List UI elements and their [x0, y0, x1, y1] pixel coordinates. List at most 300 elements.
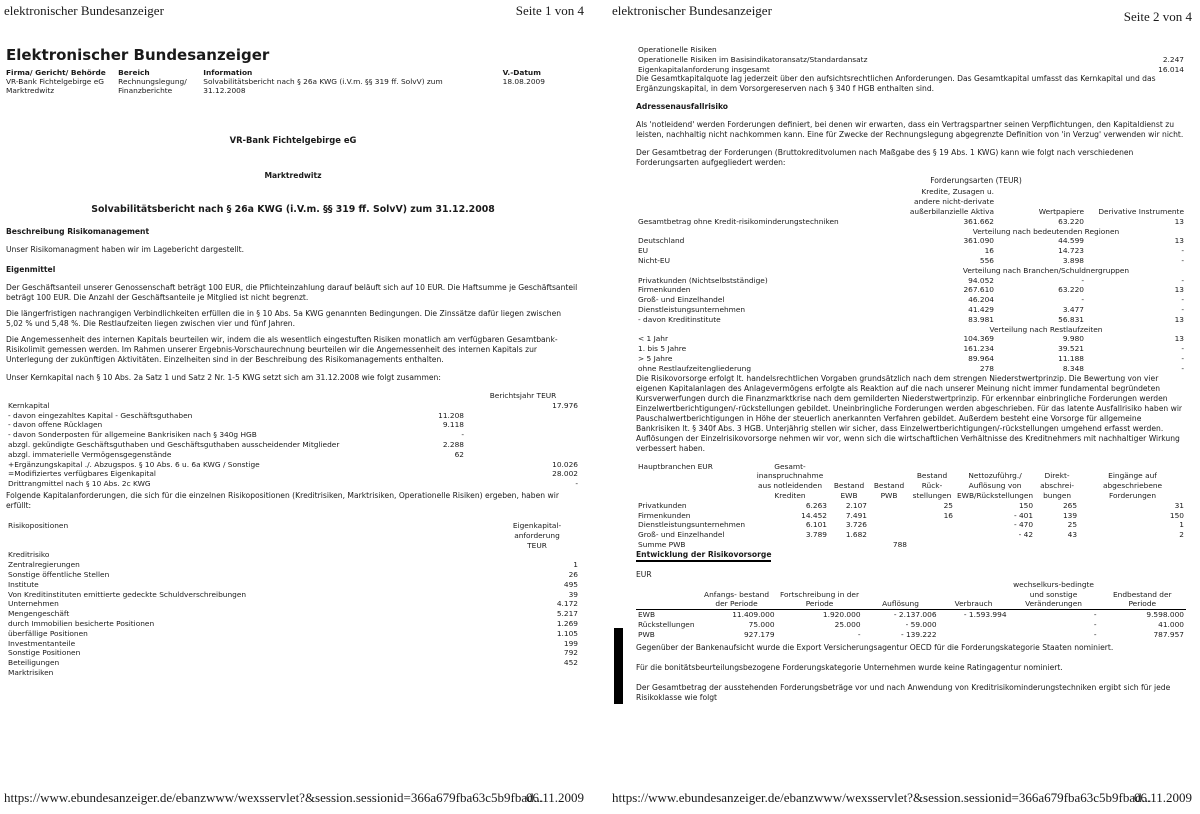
value-cell: 9.980	[1062, 334, 1084, 344]
row-label: - davon Sonderposten für allgemeine Bankrisiken nach § 340g HGB	[8, 430, 257, 440]
row-label: Investmentanteile	[8, 638, 76, 648]
table-row	[636, 285, 1186, 295]
value-cell: 452	[563, 658, 578, 668]
table-row	[6, 619, 580, 629]
value-cell: - 139.222	[900, 629, 937, 639]
value-cell: 6.101	[805, 520, 827, 530]
column-header: Risikopositionen	[8, 520, 69, 530]
column-header: Wertpapiere	[1038, 206, 1084, 216]
value-cell: - 2.137.006	[863, 610, 939, 620]
page-number: Seite 1 von 4	[515, 3, 584, 18]
value-cell: -	[575, 479, 578, 489]
table-row	[6, 629, 580, 639]
value-cell: 792	[563, 648, 578, 658]
column-header: Fortschreibung in der Periode	[780, 589, 860, 609]
paragraph: Für die bonitätsbeurteilungsbezogene Forderungskategorie Unternehmen wurde keine Ratingagentur nominiert.	[636, 663, 1063, 673]
table-row	[636, 354, 1186, 364]
table-row	[6, 560, 580, 570]
row-label: Rückstellungen	[638, 619, 695, 629]
value-cell	[466, 440, 580, 450]
table-header-row	[6, 521, 580, 541]
value-cell	[466, 430, 580, 440]
value-cell: -	[461, 430, 464, 440]
column-header: Auflösung	[882, 599, 919, 609]
table-row	[636, 55, 1186, 65]
value-cell: 3.726	[845, 520, 867, 530]
header-left: elektronischer Bundesanzeiger	[4, 3, 164, 18]
value-cell: -	[1009, 610, 1099, 620]
company-name: VR-Bank Fichtelgebirge eG	[229, 135, 357, 145]
value-cell: 14.452	[801, 510, 827, 520]
row-label: Dienstleistungsunternehmen	[638, 304, 746, 314]
row-label: Privatkunden	[638, 500, 687, 510]
section-heading: Eigenmittel	[6, 265, 56, 274]
row-label: Operationelle Risiken	[638, 45, 717, 54]
paragraph: Folgende Kapitalanforderungen, die sich für die einzelnen Risikopositionen (Kreditrisiken, Marktrisiken, Operationelle Risiken) ergeben, haben wir erfüllt:	[6, 490, 559, 510]
value-cell: 1.920.000	[777, 610, 863, 620]
table-row	[6, 658, 580, 668]
value-cell: 2	[1179, 530, 1184, 540]
table-row	[6, 460, 580, 470]
meta-value: Rechnungslegung/ Finanzberichte	[118, 77, 187, 95]
value-cell	[869, 511, 909, 521]
table-row	[636, 630, 1186, 640]
table-row	[636, 246, 1186, 256]
paragraph: Gegenüber der Bankenaufsicht wurde die Export Versicherungsagentur OECD für die Forderungskategorie Staaten nominiert.	[636, 643, 1114, 653]
value-cell	[466, 420, 580, 430]
table-row	[6, 639, 580, 649]
value-cell: -	[1181, 275, 1184, 285]
value-cell: 5.217	[556, 609, 578, 619]
value-cell: 1.682	[845, 530, 867, 540]
table-row	[6, 648, 580, 658]
table-row	[6, 430, 580, 440]
table-row	[6, 479, 580, 489]
value-cell	[751, 540, 829, 550]
value-cell: 46.204	[968, 295, 994, 305]
value-cell: 2.288	[442, 439, 464, 449]
page-number: Seite 2 von 4	[1123, 9, 1192, 24]
value-cell: 17.976	[552, 400, 578, 410]
table-row	[6, 450, 580, 460]
value-cell: -	[1093, 619, 1097, 629]
value-cell	[909, 530, 955, 540]
meta-value: Solvabilitätsbericht nach § 26a KWG (i.V.m. §§ 319 ff. SolvV) zum 31.12.2008	[203, 77, 443, 95]
value-cell: 11.409.000	[697, 610, 777, 620]
risikopositionen-table	[6, 521, 580, 678]
table-row	[636, 530, 1186, 540]
value-cell: 6.263	[805, 500, 827, 510]
table-header-row	[636, 580, 1186, 610]
paragraph: Die Angemessenheit des internen Kapitals beurteilen wir, indem die als wesentlich eingestuften Risiken monatlich am verfügbaren Gesamtbank-Risikolimit gemessen werden. Im Rahmen unserer Ergebnis-Vorschaurechnung beurteilen wir die Angemessenheit des internen Kapitals zur Unterlegung der zukünftigen Aktivitäten. Einzelheiten sind in der Beschreibung des Risikomanagements enthalten.	[6, 335, 558, 364]
table-row	[636, 520, 1186, 530]
redaction-bar	[614, 628, 623, 704]
meta-value: 18.08.2009	[502, 77, 545, 86]
row-label: Eigenkapitalanforderung insgesamt	[638, 64, 770, 74]
table-header-row	[636, 187, 1186, 216]
row-label: - davon Kreditinstitute	[638, 314, 721, 324]
row-label: Summe PWB	[638, 539, 686, 549]
meta-block	[6, 68, 580, 95]
value-cell	[466, 411, 580, 421]
value-cell: 41.429	[968, 304, 994, 314]
value-cell: 788	[892, 539, 907, 549]
value-cell	[869, 501, 909, 511]
value-cell: 1	[573, 560, 578, 570]
table-row	[6, 580, 580, 590]
report-title: Solvabilitätsbericht nach § 26a KWG (i.V.m. §§ 319 ff. SolvV) zum 31.12.2008	[91, 204, 495, 215]
value-cell: 43	[1067, 530, 1078, 540]
page-header	[4, 3, 584, 23]
row-label: Sonstige öffentliche Stellen	[8, 569, 110, 579]
paragraph: Die längerfristigen nachrangigen Verbindlichkeiten erfüllen die in § 10 Abs. 5a KWG genannten Bedingungen. Die Zinssätze dafür liegen zwischen 5,02 % und 5,48 %. Die Restlaufzeiten liegen zwischen vier und fünf Jahren.	[6, 309, 562, 328]
section-heading	[636, 550, 1186, 562]
value-cell: 2.107	[845, 500, 867, 510]
document-title: Elektronischer Bundesanzeiger	[6, 46, 270, 64]
table-header-row	[6, 391, 580, 401]
paragraph: Unser Kernkapital nach § 10 Abs. 2a Satz 1 und Satz 2 Nr. 1-5 KWG setzt sich am 31.12.2008 wie folgt zusammen:	[6, 373, 441, 382]
forderungsarten-table	[636, 187, 1186, 373]
page-2-content	[636, 45, 1186, 703]
value-cell: 161.234	[963, 344, 994, 354]
value-cell: - 470	[1013, 520, 1034, 530]
table-row	[636, 236, 1186, 246]
value-cell: 25	[943, 500, 953, 510]
row-label: Unternehmen	[8, 599, 59, 609]
row-label: Gesamtbetrag ohne Kredit-risikominderungstechniken	[638, 216, 839, 226]
table-row	[6, 469, 580, 479]
paragraph: Der Gesamtbetrag der Forderungen (Bruttokreditvolumen nach Maßgabe des § 19 Abs. 1 KWG) kann wie folgt nach verschiedenen Forderungsarten aufgegliedert werden:	[636, 148, 1134, 168]
value-cell: -	[1181, 344, 1184, 354]
table-row	[636, 45, 1186, 55]
row-label: Privatkunden (Nichtselbstständige)	[638, 275, 768, 285]
value-cell: 16.014	[1158, 64, 1184, 74]
spacer-cell	[636, 227, 906, 237]
paragraph: Als 'notleidend' werden Forderungen definiert, bei denen wir erwarten, dass ein Vertragspartner seinen Verpflichtungen, den Kapitaldienst zu leisten, nachhaltig nicht nachkommen kann. Eine für Zwecke der Rechnungslegung abgegrenzte Definition von 'in Verzug' verwenden wir nicht.	[636, 120, 1184, 140]
row-label: überfällige Positionen	[8, 628, 88, 638]
row-label: 1. bis 5 Jahre	[638, 344, 687, 354]
value-cell: 26	[568, 569, 578, 579]
value-cell	[406, 479, 466, 489]
column-header: Gesamt-inanspruchnahme aus notleidenden Krediten	[756, 461, 824, 500]
row-label: Beteiligungen	[8, 658, 60, 668]
row-label: Firmenkunden	[638, 510, 691, 520]
value-cell	[829, 540, 869, 550]
page-gutter	[592, 0, 608, 814]
table-row	[636, 620, 1186, 630]
table-row	[636, 364, 1186, 374]
value-cell: 94.052	[968, 275, 994, 285]
table-row	[6, 599, 580, 609]
row-label: Operationelle Risiken im Basisindikatoransatz/Standardansatz	[638, 54, 868, 64]
table-row	[636, 256, 1186, 266]
row-label: Groß- und Einzelhandel	[638, 530, 725, 540]
column-header: Hauptbranchen EUR	[638, 461, 713, 471]
meta-label: Information	[203, 68, 253, 77]
value-cell: -	[1081, 295, 1084, 305]
table-header-row	[636, 462, 1186, 501]
row-label: Institute	[8, 579, 39, 589]
value-cell: 1.105	[556, 628, 578, 638]
row-label: abzgl. immaterielle Vermögensgegenstände	[8, 449, 172, 459]
row-label: +Ergänzungskapital ./. Abzugspos. § 10 Abs. 6 u. 6a KWG / Sonstige	[8, 459, 260, 469]
column-header: Nettozuführg./ Auflösung von EWB/Rückstellungen	[957, 471, 1034, 500]
value-cell	[909, 540, 955, 550]
document-page-2	[608, 0, 1200, 814]
value-cell	[909, 520, 955, 530]
value-cell	[869, 530, 909, 540]
meta-datum	[455, 68, 580, 95]
group-title: Verteilung nach Restlaufzeiten	[989, 324, 1103, 334]
row-label: Groß- und Einzelhandel	[638, 295, 725, 305]
row-label: Firmenkunden	[638, 285, 691, 295]
row-label: durch Immobilien besicherte Positionen	[8, 618, 155, 628]
group-title: Verteilung nach bedeutenden Regionen	[972, 226, 1120, 236]
table-row	[636, 540, 1186, 550]
table-row	[636, 511, 1186, 521]
value-cell: 89.964	[968, 353, 994, 363]
value-cell: 927.179	[743, 629, 775, 639]
value-cell: 8.348	[1062, 363, 1084, 373]
row-label: Zentralregierungen	[8, 560, 80, 570]
group-header-row	[636, 325, 1186, 335]
value-cell: -	[1081, 275, 1084, 285]
value-cell: 16	[943, 510, 953, 520]
row-label: < 1 Jahr	[638, 334, 669, 344]
value-cell: 361.090	[963, 236, 994, 246]
group-title: Verteilung nach Branchen/Schuldnergruppen	[962, 265, 1130, 275]
value-cell: 31	[1174, 500, 1184, 510]
value-cell: 41.000	[1158, 619, 1184, 629]
value-cell	[406, 460, 466, 470]
page-footer	[612, 790, 1192, 808]
value-cell	[406, 401, 466, 411]
row-label: Von Kreditinstituten emittierte gedeckte Schuldverschreibungen	[8, 589, 247, 599]
value-cell: 56.831	[1058, 314, 1084, 324]
value-cell	[1035, 540, 1079, 550]
value-cell: - 59.000	[905, 619, 937, 629]
row-label: Sonstige Positionen	[8, 648, 81, 658]
company-city: Marktredwitz	[264, 171, 322, 180]
row-label: EU	[638, 246, 649, 256]
column-header: Endbestand der Periode	[1112, 589, 1172, 609]
page-1-content	[6, 46, 580, 678]
table-row	[636, 65, 1186, 75]
row-label: Marktrisiken	[8, 667, 54, 677]
value-cell: 267.610	[963, 285, 994, 295]
value-cell: 3.898	[1062, 255, 1084, 265]
table-row	[636, 305, 1186, 315]
value-cell: 13	[1174, 236, 1184, 246]
value-cell	[869, 520, 909, 530]
column-header: Derivative Instrumente	[1098, 206, 1184, 216]
table-row	[6, 668, 580, 678]
value-cell	[955, 540, 1035, 550]
operational-risk-table	[636, 45, 1186, 74]
table-row	[6, 401, 580, 411]
value-cell: 83.981	[968, 314, 994, 324]
meta-information	[203, 68, 454, 95]
value-cell: 9.598.000	[1099, 610, 1186, 620]
meta-firma	[6, 68, 118, 95]
value-cell: -	[1181, 353, 1184, 363]
column-header: Eingänge auf abgeschriebene Forderungen	[1102, 471, 1163, 500]
table-row	[6, 440, 580, 450]
value-cell	[466, 450, 580, 460]
value-cell: -	[857, 629, 861, 639]
row-label: abzgl. gekündigte Geschäftsguthaben und Geschäftsguthaben ausscheidender Mitglieder	[8, 439, 340, 449]
group-header-row	[636, 266, 1186, 276]
value-cell: 39	[568, 589, 578, 599]
value-cell: 13	[1174, 285, 1184, 295]
hauptbranchen-table	[636, 462, 1186, 550]
table-row	[6, 420, 580, 430]
value-cell: -	[1093, 629, 1097, 639]
table-row	[6, 411, 580, 421]
table-row	[6, 590, 580, 600]
unit-label: TEUR	[527, 540, 547, 550]
value-cell: -	[1181, 246, 1184, 256]
table-row	[636, 501, 1186, 511]
value-cell	[939, 630, 1009, 640]
column-header: Kredite, Zusagen u. andere nicht-derivate außerbilanzielle Aktiva	[909, 187, 994, 216]
column-header: Anfangs- bestand der Periode	[697, 580, 777, 610]
row-label: Kernkapital	[8, 400, 50, 410]
row-label: Drittrangmittel nach § 10 Abs. 2c KWG	[8, 479, 151, 489]
value-cell: 361.662	[963, 216, 994, 226]
section-heading-text: Entwicklung der Risikovorsorge	[636, 550, 771, 562]
value-cell: 13	[1174, 216, 1184, 226]
meta-label: V.-Datum	[502, 68, 541, 77]
table-row	[636, 295, 1186, 305]
value-cell: 139	[1062, 510, 1078, 520]
value-cell	[494, 550, 580, 560]
row-label: Deutschland	[638, 236, 685, 246]
value-cell: 199	[563, 638, 578, 648]
column-header: Berichtsjahr TEUR	[489, 391, 557, 400]
value-cell	[1079, 540, 1186, 550]
value-cell: 9.118	[442, 420, 464, 430]
table-row	[636, 315, 1186, 325]
column-header: wechselkurs-bedingte und sonstige Veränderungen	[1013, 579, 1094, 609]
table-title: Forderungsarten (TEUR)	[930, 176, 1022, 186]
column-header: Bestand PWB	[873, 481, 905, 500]
risikovorsorge-table	[636, 580, 1186, 640]
table-row	[636, 217, 1186, 227]
row-label: ohne Restlaufzeitengliederung	[638, 363, 752, 373]
value-cell: 1.269	[556, 618, 578, 628]
value-cell: 39.521	[1058, 344, 1084, 354]
value-cell: 787.957	[1153, 629, 1184, 639]
row-label: - davon eingezahltes Kapital - Geschäftsguthaben	[8, 410, 193, 420]
table-row	[636, 276, 1186, 286]
value-cell: 4.172	[556, 599, 578, 609]
value-cell: 150	[1169, 510, 1184, 520]
value-cell: 28.002	[552, 469, 578, 479]
meta-label: Bereich	[118, 68, 150, 77]
row-label: Kreditrisiko	[8, 550, 50, 560]
meta-value: VR-Bank Fichtelgebirge eG Marktredwitz	[6, 77, 104, 95]
row-label: > 5 Jahre	[638, 353, 673, 363]
value-cell: -	[1181, 363, 1184, 373]
value-cell	[494, 668, 580, 678]
row-label: Dienstleistungsunternehmen	[638, 520, 746, 530]
document-page-1	[0, 0, 592, 814]
paragraph: Der Gesamtbetrag der ausstehenden Forderungsbeträge vor und nach Anwendung von Kreditrisikominderungstechniken ergibt sich für jede Risikoklasse wie folgt	[636, 683, 1171, 703]
table-row	[6, 570, 580, 580]
value-cell: 63.220	[1058, 285, 1084, 295]
value-cell	[939, 620, 1009, 630]
value-cell: 495	[563, 579, 578, 589]
row-label: EWB	[636, 610, 697, 620]
paragraph: Unser Risikomanagment haben wir im Lagebericht dargestellt.	[6, 245, 244, 254]
spacer-cell	[636, 266, 906, 276]
paragraph: Der Geschäftsanteil unserer Genossenschaft beträgt 100 EUR, die Pflichteinzahlung darauf beläuft sich auf 10 EUR. Die Haftsumme je Geschäftsanteil beträgt 100 EUR. Die Anzahl der Geschäftsanteile je Mitglied ist nicht begrenzt.	[6, 283, 578, 302]
footer-url[interactable]: https://www.ebundesanzeiger.de/ebanzwww/wexsservlet?&session.sessionid=366a679fba63c5b9fbad...	[4, 790, 544, 805]
footer-date: 06.11.2009	[1133, 790, 1192, 805]
value-cell: 11.208	[438, 410, 464, 420]
value-cell: 14.723	[1058, 246, 1084, 256]
value-cell	[1124, 45, 1186, 55]
row-label: - davon offene Rücklagen	[8, 420, 103, 430]
value-cell: - 401	[1013, 510, 1034, 520]
value-cell: 11.188	[1058, 353, 1084, 363]
value-cell: 150	[1018, 500, 1034, 510]
row-label: Mengengeschäft	[8, 609, 70, 619]
table-row	[636, 344, 1186, 354]
group-header-row	[636, 227, 1186, 237]
value-cell: 25.000	[834, 619, 861, 629]
table-row	[636, 334, 1186, 344]
paragraph: Die Gesamtkapitalquote lag jederzeit über den aufsichtsrechtlichen Anforderungen. Das Gesamtkapital umfasst das Kernkapital und das Ergänzungskapital, in dem Vorsorgereserven nach § 340 f HGB enthalten sind.	[636, 74, 1156, 94]
value-cell: 104.369	[963, 334, 994, 344]
value-cell: - 1.593.994	[939, 610, 1009, 620]
value-cell	[406, 469, 466, 479]
column-header: Direkt-abschrei-bungen	[1040, 471, 1075, 500]
value-cell: 2.247	[1162, 54, 1184, 64]
column-header	[636, 580, 697, 610]
value-cell: 265	[1062, 500, 1078, 510]
value-cell: 1	[1179, 520, 1184, 530]
row-label: Nicht-EU	[638, 255, 670, 265]
value-cell: 10.026	[552, 459, 578, 469]
value-cell: 13	[1174, 334, 1184, 344]
value-cell: 25	[1067, 520, 1078, 530]
footer-date: 06.11.2009	[525, 790, 584, 805]
column-header: Verbrauch	[954, 599, 993, 609]
footer-url[interactable]: https://www.ebundesanzeiger.de/ebanzwww/wexsservlet?&session.sessionid=366a679fba63c5b9fbad...	[612, 790, 1152, 805]
meta-label: Firma/ Gericht/ Behörde	[6, 68, 106, 77]
table-row	[6, 609, 580, 619]
meta-bereich	[118, 68, 203, 95]
value-cell: -	[1181, 304, 1184, 314]
spacer-cell	[636, 325, 906, 335]
value-cell: 16	[984, 246, 994, 256]
value-cell: 3.477	[1062, 304, 1084, 314]
value-cell: 75.000	[748, 619, 775, 629]
table-row	[6, 550, 580, 560]
table-header-row	[6, 541, 580, 551]
section-heading: Beschreibung Risikomanagement	[6, 227, 150, 236]
value-cell: -	[1181, 295, 1184, 305]
column-header: Bestand EWB	[833, 481, 865, 500]
page-footer	[4, 790, 584, 808]
value-cell: 3.789	[805, 530, 827, 540]
value-cell: 278	[979, 363, 994, 373]
value-cell: 556	[979, 255, 994, 265]
row-label: PWB	[638, 629, 655, 639]
paragraph: Die Risikovorsorge erfolgt lt. handelsrechtlichen Vorgaben grundsätzlich nach dem strengen Niederstwertprinzip. Die Bewertung von vier eigenen Kapitalanlagen des Anlagevermögens erfolgte als Reaktion auf die nach unserer Meinung nicht immer fundamental begründeten Kursverwerfungen durch die Finanzmarktkrise nach dem gemilderten Niederstwertprinzip. Für erkennbar einbringliche Forderungen werden Einzelwertberichtigungen/-rückstellungen gebildet. Uneinbringliche Forderungen werden abgeschrieben. Für das latente Ausfallrisiko haben wir Pauschalwertberichtigungen in Höhe der steuerlich anerkannten Verfahren gebildet. Außerdem besteht eine Vorsorge für allgemeine Bankrisiken lt. § 340f Abs. 3 HGB. Unterjährig stellen wir sicher, dass Einzelwertberichtigungen/-rückstellungen umgehend erfasst werden. Auflösungen der Einzelrisikovorsorge nehmen wir vor, wenn sich die wirtschaftlichen Verhältnisse des Kreditnehmers mit nachhaltiger Wirkung verbessert haben.	[636, 373, 1183, 453]
